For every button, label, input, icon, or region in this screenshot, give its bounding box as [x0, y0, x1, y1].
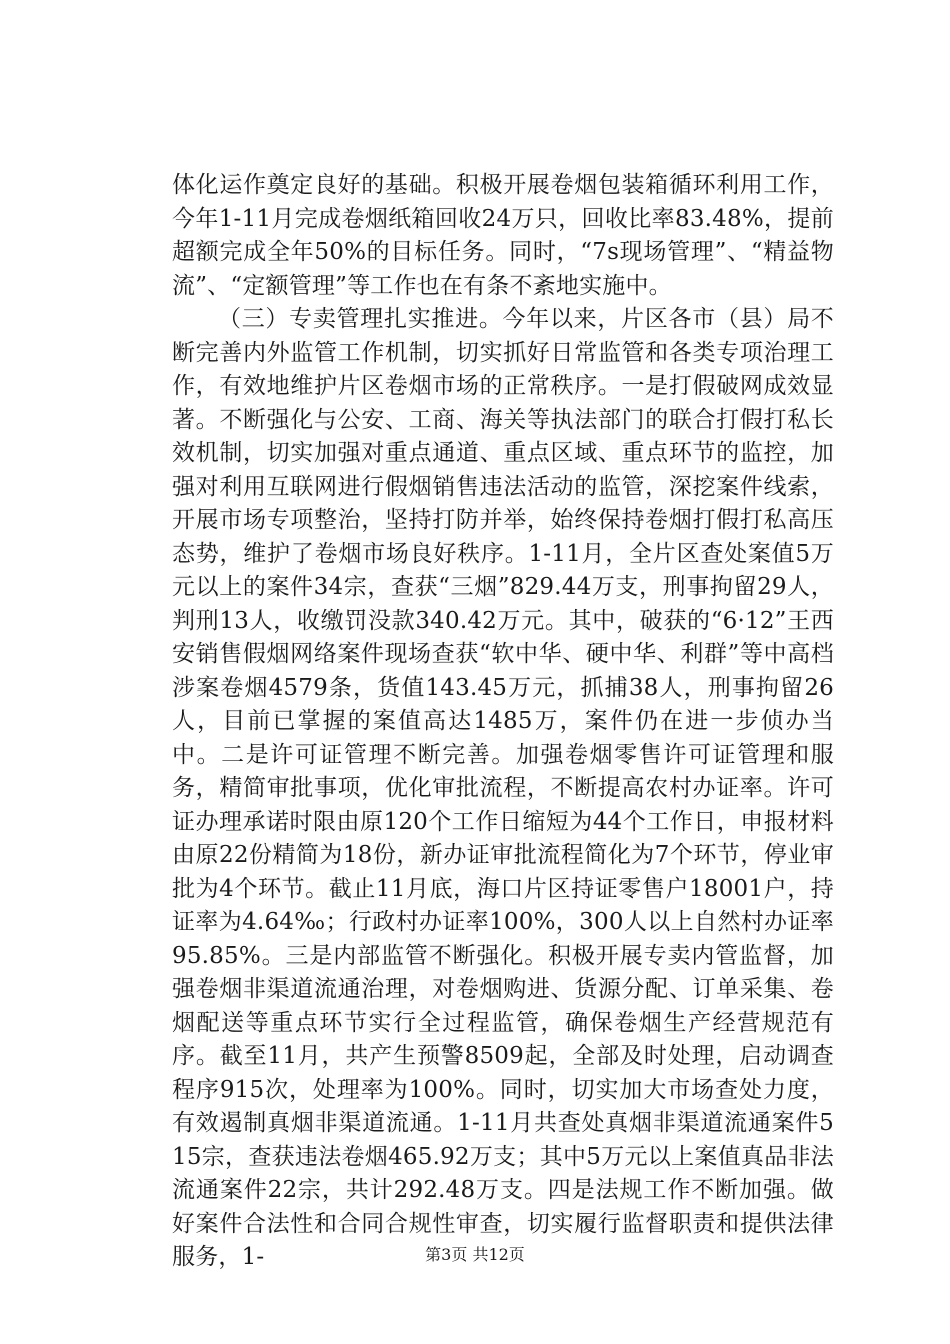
paragraph-monopoly-management: （三）专卖管理扎实推进。今年以来，片区各市（县）局不断完善内外监管工作机制，切实抓好日常监管和各类专项治理工作，有效地维护片区卷烟市场的正常秩序。一是打假破网成效显著。不断强化与公安、工商、海关等执法部门的联合打假打私长效机制，切实加强对重点通道、重点区域、重点环节的监控，加强对利用互联网进行假烟销售违法活动的监管，深挖案件线索，开展市场专项整治，坚持打防并举，始终保持卷烟打假打私高压态势，维护了卷烟市场良好秩序。1-11月，全片区查处案值5万元以上的案件34宗，查获“三烟”829.44万支，刑事拘留29人，判刑13人，收缴罚没款340.42万元。其中，破获的“6·12”王西安销售假烟网络案件现场查获“软中华、硬中华、利群”等中高档涉案卷烟4579条，货值143.45万元，抓捕38人，刑事拘留26人，目前已掌握的案值高达1485万，案件仍在进一步侦办当中。二是许可证管理不断完善。加强卷烟零售许可证管理和服务，精简审批事项，优化审批流程，不断提高农村办证率。许可证办理承诺时限由原120个工作日缩短为44个工作日，申报材料由原22份精简为18份，新办证审批流程简化为7个环节，停业审批为4个环节。截止11月底，海口片区持证零售户18001户，持证率为4.64‰；行政村办证率100%，300人以上自然村办证率95.85%。三是内部监管不断强化。积极开展专卖内管监督，加强卷烟非渠道流通治理，对卷烟购进、货源分配、订单采集、卷烟配送等重点环节实行全过程监管，确保卷烟生产经营规范有序。截至11月，共产生预警8509起，全部及时处理，启动调查程序915次，处理率为100%。同时，切实加大市场查处力度，有效遏制真烟非渠道流通。1-11月共查处真烟非渠道流通案件515宗，查获违法卷烟465.92万支；其中5万元以上案值真品非法流通案件22宗，共计292.48万支。四是法规工作不断加强。做好案件合法性和合同合规性审查，切实履行监督职责和提供法律服务，1- — [172, 306, 834, 1270]
paragraph-continuation: 体化运作奠定良好的基础。积极开展卷烟包装箱循环利用工作，今年1-11月完成卷烟纸箱回收24万只，回收比率83.48%，提前超额完成全年50%的目标任务。同时，“7s现场管理”、“精益物流”、“定额管理”等工作也在有条不紊地实施中。 — [172, 172, 834, 299]
page-number-footer: 第3页 共12页 — [425, 1245, 525, 1264]
